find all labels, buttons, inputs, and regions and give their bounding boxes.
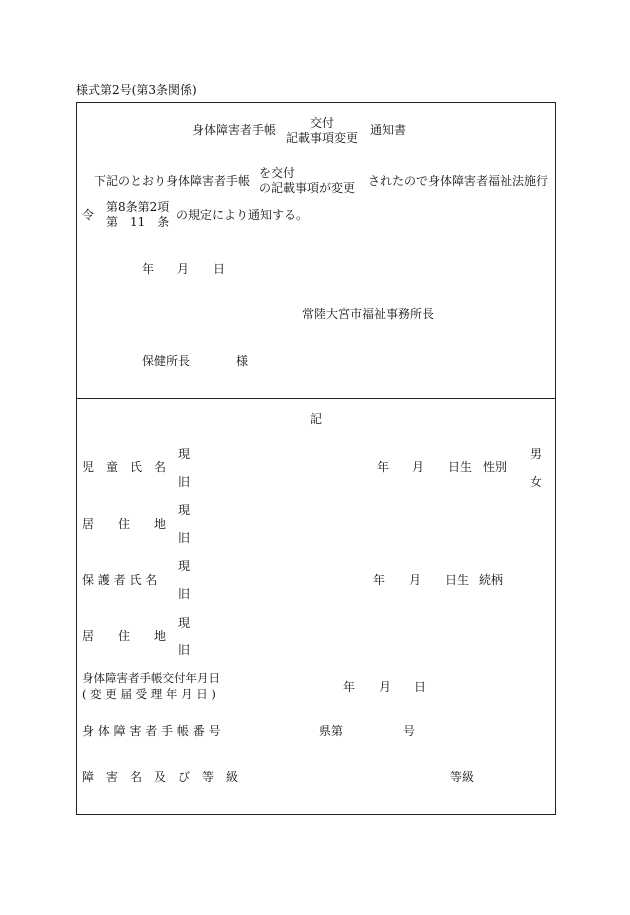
child-birth-day: 日生	[448, 460, 473, 474]
issuer: 常陸大宮市福祉事務所長	[302, 307, 435, 321]
handbook-number-suffix: 号	[403, 724, 416, 738]
child-gender-label: 性別	[483, 460, 508, 474]
guardian-name-old: 旧	[178, 587, 191, 601]
body-line1-option-change: の記載事項が変更	[259, 181, 356, 195]
section-divider	[76, 398, 556, 399]
addressee-honorific: 様	[236, 354, 249, 368]
guardian-birth-year: 年	[373, 573, 386, 587]
disability-grade: 等級	[450, 770, 475, 784]
body-line1-option-issue: を交付	[259, 166, 296, 180]
child-name-label: 児 童 氏 名	[82, 460, 167, 474]
child-name-old: 旧	[178, 475, 191, 489]
gender-male: 男	[530, 447, 543, 461]
body-line2-prefix: 令	[82, 208, 95, 222]
child-birth-month: 月	[412, 460, 425, 474]
guardian-birth-day: 日生	[445, 573, 470, 587]
child-name-current: 現	[178, 447, 191, 461]
date-day: 日	[213, 262, 226, 276]
residence2-current: 現	[178, 616, 191, 630]
residence2-label: 居 住 地	[82, 629, 167, 643]
guardian-birth-month: 月	[409, 573, 422, 587]
issue-date-month: 月	[379, 680, 392, 694]
issue-date-year: 年	[343, 680, 356, 694]
change-accept-date-label: ( 変 更 届 受 理 年 月 日 )	[82, 687, 216, 701]
handbook-prefecture-no: 県第	[319, 724, 344, 738]
body-line2-option-article11: 第 11 条	[106, 215, 170, 229]
residence1-label: 居 住 地	[82, 517, 167, 531]
residence1-old: 旧	[178, 531, 191, 545]
title-suffix: 通知書	[370, 123, 407, 137]
title-option-change: 記載事項変更	[286, 131, 359, 145]
addressee-title: 保健所長	[142, 354, 191, 368]
child-birth-year: 年	[377, 460, 390, 474]
handbook-number-label: 身 体 障 害 者 手 帳 番 号	[82, 724, 221, 738]
gender-female: 女	[530, 475, 543, 489]
disability-label: 障 害 名 及 び 等 級	[82, 770, 239, 784]
residence2-old: 旧	[178, 643, 191, 657]
body-line2-option-article8: 第8条第2項	[106, 200, 170, 214]
date-year: 年	[142, 262, 155, 276]
title-option-issue: 交付	[310, 116, 335, 130]
guardian-name-current: 現	[178, 559, 191, 573]
guardian-name-label: 保 護 者 氏 名	[82, 573, 158, 587]
date-month: 月	[177, 262, 190, 276]
title-prefix: 身体障害者手帳	[192, 123, 277, 137]
section-title: 記	[310, 412, 323, 426]
issue-date-label: 身体障害者手帳交付年月日	[82, 671, 220, 685]
issue-date-day: 日	[414, 680, 427, 694]
body-line1-suffix: されたので身体障害者福祉法施行	[368, 174, 549, 188]
residence1-current: 現	[178, 503, 191, 517]
form-id: 様式第2号(第3条関係)	[76, 83, 197, 97]
guardian-relation-label: 続柄	[479, 573, 504, 587]
body-line1-prefix: 下記のとおり身体障害者手帳	[94, 174, 251, 188]
body-line2-suffix: の規定により通知する。	[176, 208, 309, 222]
